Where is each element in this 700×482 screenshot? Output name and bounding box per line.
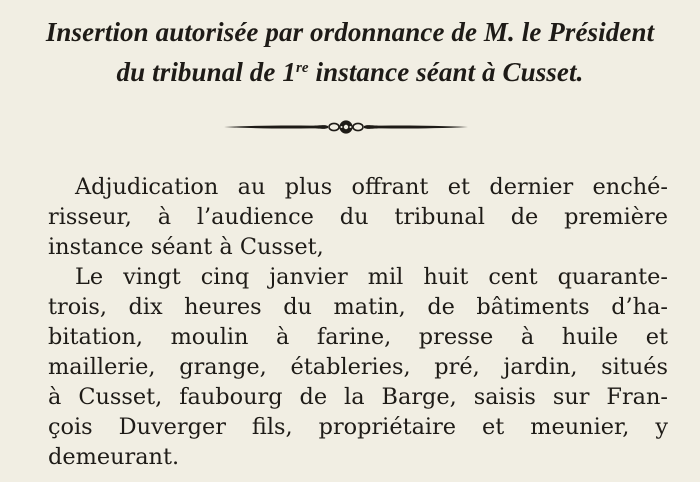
notice-line: à Cusset, faubourg de la Barge, saisis sur Fran- — [48, 384, 668, 410]
notice-line: trois, dix heures du matin, de bâtiments d’ha- — [48, 294, 668, 320]
notice-line: Adjudication au plus offrant et dernier enché- — [75, 174, 668, 200]
notice-line: Le vingt cinq janvier mil huit cent quarante- — [75, 264, 668, 290]
header-line-2 — [0, 52, 700, 92]
decorative-rule-ornament-icon — [224, 116, 468, 138]
notice-line: çois Duverger fils, propriétaire et meunier, y — [48, 414, 668, 440]
header-superscript: re — [295, 60, 309, 76]
notice-line: risseur, à l’audience du tribunal de première — [48, 204, 668, 230]
notice-line: bitation, moulin à farine, presse à huile et — [48, 324, 668, 350]
adjudication-notice — [48, 172, 668, 472]
header-line-1: Insertion autorisée par ordonnance de M. le Président — [45, 17, 655, 47]
header-line-2-end: instance séant à Cusset. — [308, 57, 584, 87]
notice-line: demeurant. — [48, 444, 180, 470]
notice-line: instance séant à Cusset, — [48, 234, 324, 260]
header-line-2-start: du tribunal de 1 — [116, 57, 296, 87]
authorization-header — [0, 12, 700, 92]
notice-line: maillerie, grange, étableries, pré, jardin, situés — [48, 354, 668, 380]
